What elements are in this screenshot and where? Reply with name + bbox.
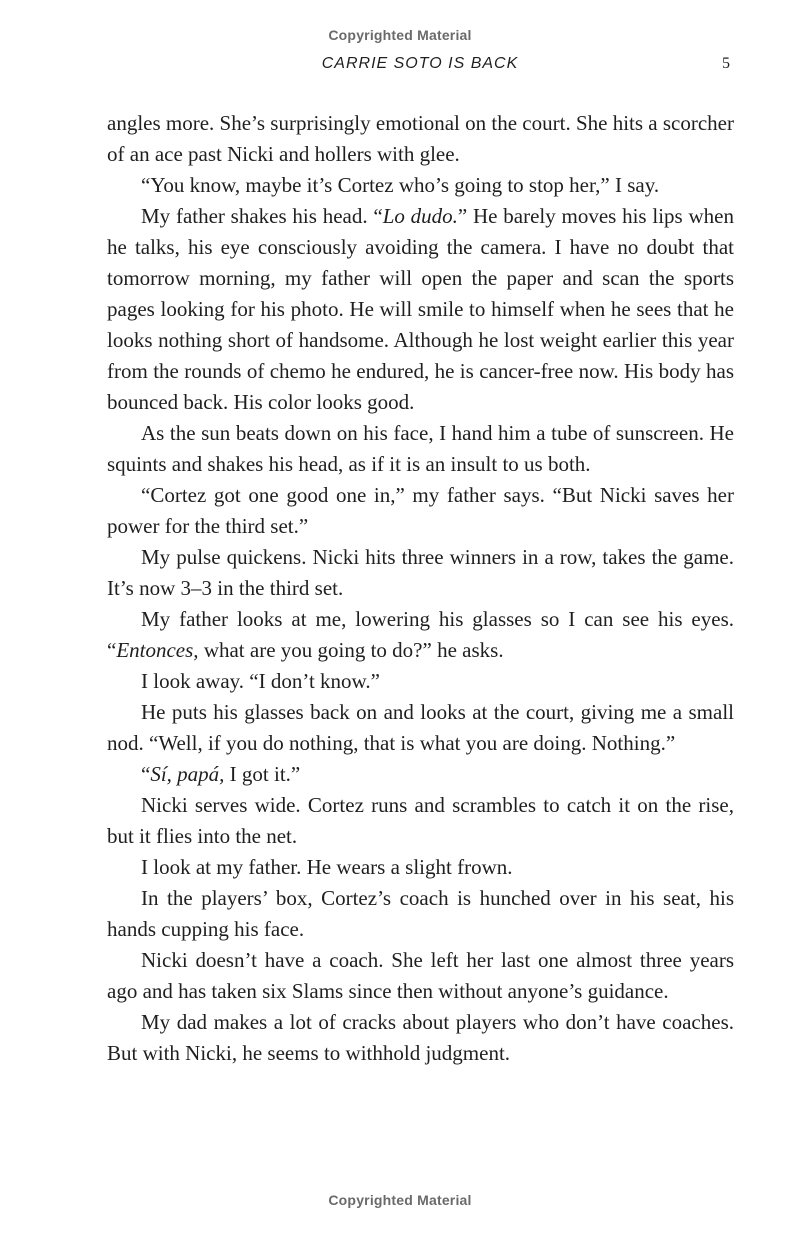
paragraph: [107, 418, 734, 480]
text-run: Nicki serves wide. Cortez runs and scrambles to catch it on the rise, but it flies into the net.: [107, 793, 734, 848]
text-run: In the players’ box, Cortez’s coach is hunched over in his seat, his hands cupping his face.: [107, 886, 734, 941]
paragraph: [107, 201, 734, 418]
body-text: [107, 108, 734, 1069]
running-head: [0, 55, 800, 77]
paragraph: [107, 542, 734, 604]
paragraph: [107, 604, 734, 666]
copyright-watermark-bottom: Copyrighted Material: [328, 1192, 472, 1208]
text-run: My father shakes his head. “: [141, 204, 383, 228]
page-number: 5: [722, 55, 730, 72]
text-run: Nicki doesn’t have a coach. She left her last one almost three years ago and has taken six Slams since then without anyone’s guidance.: [107, 948, 734, 1003]
text-run: I look away. “I don’t know.”: [141, 669, 380, 693]
italic-text: Sí, papá,: [150, 762, 225, 786]
text-run: “You know, maybe it’s Cortez who’s going to stop her,” I say.: [141, 173, 660, 197]
paragraph: [107, 1007, 734, 1069]
text-run: ” He barely moves his lips when he talks, his eye consciously avoiding the camera. I have no doubt that tomorrow morning, my father will open the paper and scan the sports pages looking for his photo. He will smile to himself when he sees that he looks nothing short of handsome. Although he lost weight earlier this year from the rounds of chemo he endured, he is cancer-free now. His body has bounced back. His color looks good.: [107, 204, 734, 414]
paragraph: [107, 759, 734, 790]
paragraph: [107, 945, 734, 1007]
text-run: “Cortez got one good one in,” my father says. “But Nicki saves her power for the third set.”: [107, 483, 734, 538]
text-run: “: [141, 762, 151, 786]
text-run: angles more. She’s surprisingly emotional on the court. She hits a scorcher of an ace past Nicki and hollers with glee.: [107, 111, 734, 166]
text-run: My pulse quickens. Nicki hits three winners in a row, takes the game. It’s now 3–3 in the third set.: [107, 545, 734, 600]
text-run: My dad makes a lot of cracks about players who don’t have coaches. But with Nicki, he seems to withhold judgment.: [107, 1010, 734, 1065]
paragraph: [107, 852, 734, 883]
copyright-watermark-top: Copyrighted Material: [328, 27, 472, 43]
paragraph: [107, 666, 734, 697]
italic-text: Entonces,: [116, 638, 199, 662]
book-title: CARRIE SOTO IS BACK: [321, 55, 519, 72]
text-run: I look at my father. He wears a slight frown.: [141, 855, 513, 879]
paragraph: [107, 697, 734, 759]
paragraph: [107, 170, 734, 201]
text-run: He puts his glasses back on and looks at the court, giving me a small nod. “Well, if you do nothing, that is what you are doing. Nothing.”: [107, 700, 734, 755]
text-run: what are you going to do?” he asks.: [198, 638, 504, 662]
text-run: I got it.”: [224, 762, 301, 786]
text-run: My father looks at me, lowering his glasses so I can see his eyes. “: [107, 607, 734, 662]
paragraph: [107, 790, 734, 852]
paragraph: [107, 883, 734, 945]
paragraph: [107, 480, 734, 542]
paragraph: [107, 108, 734, 170]
text-run: As the sun beats down on his face, I hand him a tube of sunscreen. He squints and shakes his head, as if it is an insult to us both.: [107, 421, 734, 476]
italic-text: Lo dudo.: [382, 204, 458, 228]
